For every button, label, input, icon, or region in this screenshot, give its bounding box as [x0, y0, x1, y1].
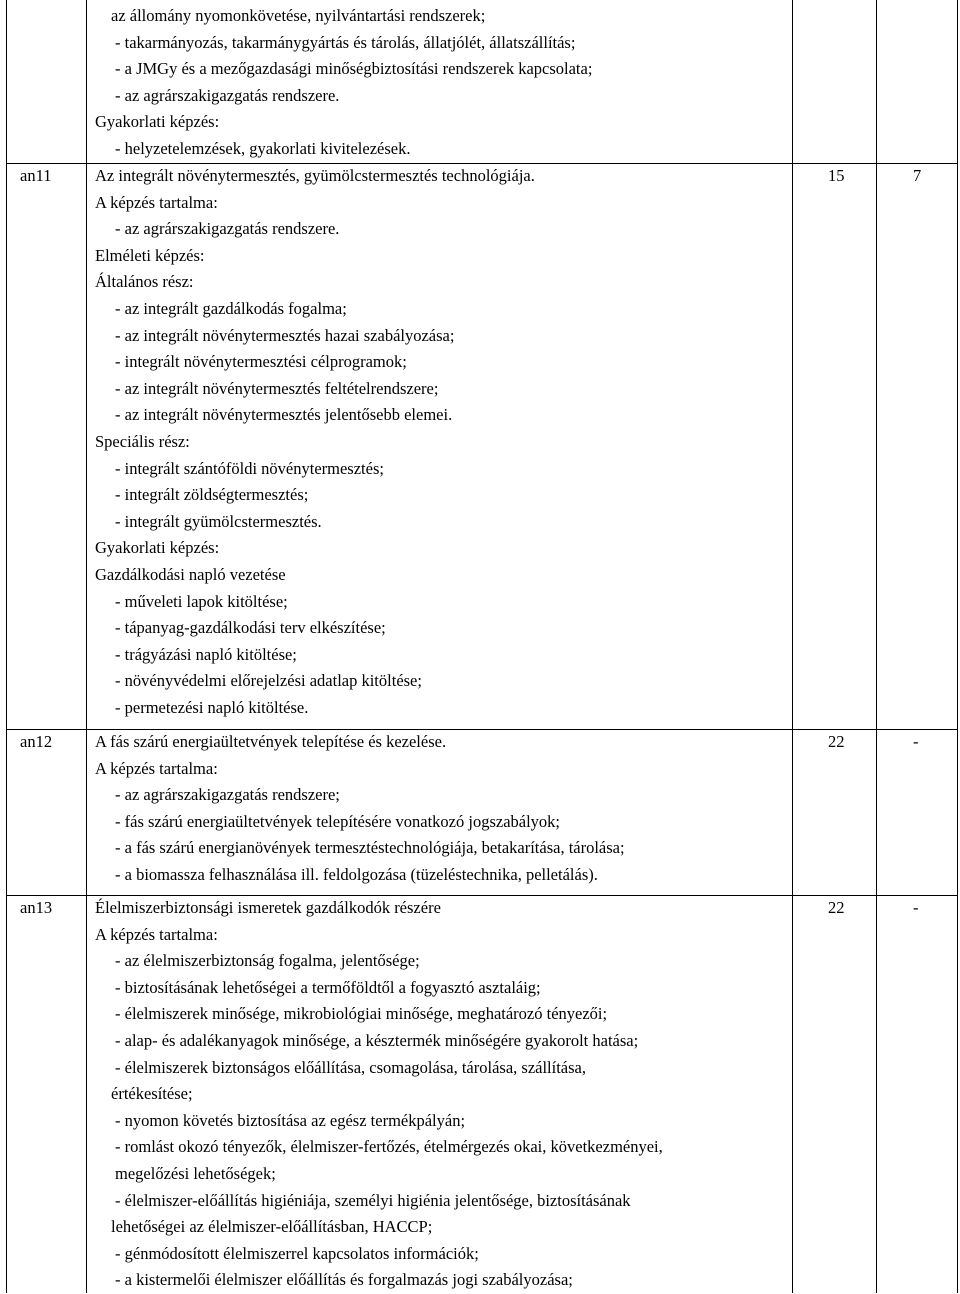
- hours-theory: 22: [828, 898, 845, 917]
- description-line: értékesítése;: [111, 1084, 193, 1104]
- description-line: - a biomassza felhasználása ill. feldolgozása (tüzeléstechnika, pelletálás).: [115, 864, 598, 884]
- description-line: - az agrárszakigazgatás rendszere.: [115, 85, 340, 105]
- module-description: [95, 163, 785, 721]
- description-line: - műveleti lapok kitöltése;: [115, 591, 288, 611]
- description-line: - az integrált növénytermesztés hazai szabályozása;: [115, 325, 455, 345]
- module-code: an13: [20, 898, 53, 917]
- module-title: A fás szárú energiaültetvények telepítése és kezelése.: [95, 732, 447, 751]
- module-title: Az integrált növénytermesztés, gyümölcstermesztés technológiája.: [95, 166, 535, 185]
- description-line: - az integrált gazdálkodás fogalma;: [115, 298, 347, 318]
- table-border-left: [6, 0, 7, 1293]
- description-line: - nyomon követés biztosítása az egész termékpályán;: [115, 1110, 466, 1130]
- description-line: - romlást okozó tényezők, élelmiszer-fertőzés, ételmérgezés okai, következményei,: [115, 1137, 663, 1157]
- module-title: Élelmiszerbiztonsági ismeretek gazdálkodók részére: [95, 898, 441, 917]
- description-line: Gazdálkodási napló vezetése: [95, 564, 286, 584]
- description-line: - a kistermelői élelmiszer előállítás és forgalmazás jogi szabályozása;: [115, 1270, 573, 1290]
- hours-practice: 7: [913, 166, 922, 185]
- table-divider-hours: [876, 0, 877, 1293]
- hours-theory: 15: [828, 166, 845, 185]
- table-divider-code: [86, 0, 87, 1293]
- description-line: - élelmiszer-előállítás higiéniája, személyi higiénia jelentősége, biztosításának: [115, 1190, 631, 1210]
- module-description: [95, 895, 785, 1294]
- description-line: - fás szárú energiaültetvények telepítésére vonatkozó jogszabályok;: [115, 811, 561, 831]
- module-code: an11: [20, 166, 52, 185]
- description-line: - növényvédelmi előrejelzési adatlap kitöltése;: [115, 671, 422, 691]
- description-line: Általános rész:: [95, 272, 194, 292]
- description-line: A képzés tartalma:: [95, 924, 218, 944]
- module-description: [95, 729, 785, 889]
- description-line: Gyakorlati képzés:: [95, 538, 220, 558]
- description-line: - integrált zöldségtermesztés;: [115, 485, 309, 505]
- description-line: A képzés tartalma:: [95, 192, 218, 212]
- module-code: an12: [20, 732, 53, 751]
- description-line: - tápanyag-gazdálkodási terv elkészítése;: [115, 618, 386, 638]
- hours-practice: -: [913, 898, 919, 917]
- description-line: Speciális rész:: [95, 431, 190, 451]
- module-description: [95, 3, 785, 163]
- description-line: - az integrált növénytermesztés jelentősebb elemei.: [115, 405, 453, 425]
- description-line: - élelmiszerek biztonságos előállítása, csomagolása, tárolása, szállítása,: [115, 1057, 586, 1077]
- description-line: - a fás szárú energianövények termesztéstechnológiája, betakarítása, tárolása;: [115, 838, 625, 858]
- description-line: - élelmiszerek minősége, mikrobiológiai minősége, meghatározó tényezői;: [115, 1004, 608, 1024]
- description-line: - integrált növénytermesztési célprogramok;: [115, 352, 407, 372]
- description-line: - trágyázási napló kitöltése;: [115, 644, 297, 664]
- description-line: - helyzetelemzések, gyakorlati kivitelezések.: [115, 138, 411, 158]
- description-line: - permetezési napló kitöltése.: [115, 697, 309, 717]
- description-line: - integrált gyümölcstermesztés.: [115, 511, 322, 531]
- description-line: az állomány nyomonkövetése, nyilvántartási rendszerek;: [111, 6, 486, 25]
- description-line: lehetőségei az élelmiszer-előállításban, HACCP;: [111, 1217, 433, 1237]
- description-line: Elméleti képzés:: [95, 245, 205, 265]
- description-line: - az agrárszakigazgatás rendszere;: [115, 785, 340, 805]
- hours-practice: -: [913, 732, 919, 751]
- description-line: - génmódosított élelmiszerrel kapcsolatos információk;: [115, 1243, 479, 1263]
- description-line: - az integrált növénytermesztés feltételrendszere;: [115, 378, 439, 398]
- table-divider-description: [792, 0, 793, 1293]
- description-line: megelőzési lehetőségek;: [115, 1163, 276, 1183]
- description-line: - takarmányozás, takarmánygyártás és tárolás, állatjólét, állatszállítás;: [115, 32, 576, 52]
- description-line: Gyakorlati képzés:: [95, 112, 220, 132]
- table-border-right: [957, 0, 958, 1293]
- description-line: - a JMGy és a mezőgazdasági minőségbiztosítási rendszerek kapcsolata;: [115, 59, 593, 79]
- hours-theory: 22: [828, 732, 845, 751]
- description-line: - integrált szántóföldi növénytermesztés;: [115, 458, 384, 478]
- description-line: - az agrárszakigazgatás rendszere.: [115, 219, 340, 239]
- description-line: - biztosításának lehetőségei a termőföldtől a fogyasztó asztaláig;: [115, 977, 541, 997]
- description-line: A képzés tartalma:: [95, 758, 218, 778]
- description-line: - alap- és adalékanyagok minősége, a késztermék minőségére gyakorolt hatása;: [115, 1030, 639, 1050]
- description-line: - az élelmiszerbiztonság fogalma, jelentősége;: [115, 951, 420, 971]
